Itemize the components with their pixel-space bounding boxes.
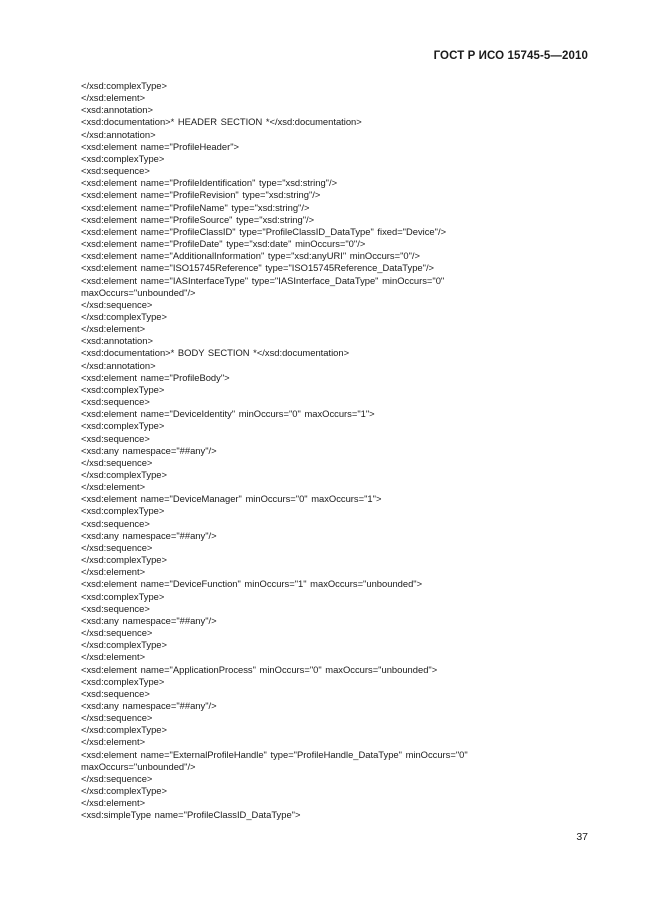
code-line: <xsd:element name="DeviceManager" minOccurs="0" maxOccurs="1"> bbox=[81, 493, 382, 505]
code-line: <xsd:element name="IASInterfaceType" type="IASInterface_DataType" minOccurs="0" bbox=[81, 274, 445, 286]
code-line: <xsd:sequence> bbox=[81, 687, 150, 699]
code-line: <xsd:documentation>* BODY SECTION *</xsd:documentation> bbox=[81, 347, 350, 359]
code-line: </xsd:sequence> bbox=[81, 541, 153, 553]
code-line: </xsd:element> bbox=[81, 481, 146, 493]
code-line: <xsd:complexType> bbox=[81, 675, 165, 687]
code-line: </xsd:complexType> bbox=[81, 80, 167, 91]
code-line: <xsd:annotation> bbox=[81, 104, 153, 116]
code-line: </xsd:sequence> bbox=[81, 772, 153, 784]
code-line: </xsd:complexType> bbox=[81, 469, 167, 480]
code-line: <xsd:element name="ProfileIdentification" type="xsd:string"/> bbox=[81, 177, 338, 189]
code-line: <xsd:element name="ExternalProfileHandle" type="ProfileHandle_DataType" minOccurs="0" bbox=[81, 748, 468, 760]
code-line: <xsd:element name="DeviceFunction" minOccurs="1" maxOccurs="unbounded"> bbox=[81, 578, 423, 590]
code-line: <xsd:sequence> bbox=[81, 602, 150, 614]
code-line: </xsd:element> bbox=[81, 323, 146, 335]
code-line: <xsd:any namespace="##any"/> bbox=[81, 614, 217, 626]
code-line: <xsd:documentation>* HEADER SECTION *</xsd:documentation> bbox=[81, 116, 362, 128]
code-line: <xsd:any namespace="##any"/> bbox=[81, 529, 217, 541]
code-line: </xsd:element> bbox=[81, 566, 146, 578]
code-line: <xsd:sequence> bbox=[81, 165, 150, 177]
code-line: <xsd:complexType> bbox=[81, 505, 165, 517]
code-line: </xsd:element> bbox=[81, 92, 146, 104]
code-line: maxOccurs="unbounded"/> bbox=[81, 286, 196, 298]
code-line: <xsd:simpleType name="ProfileClassID_DataType"> bbox=[81, 809, 301, 821]
code-line: <xsd:element name="ProfileRevision" type="xsd:string"/> bbox=[81, 189, 321, 201]
code-line: <xsd:element name="ProfileName" type="xsd:string"/> bbox=[81, 201, 310, 213]
page-number: 37 bbox=[576, 831, 588, 843]
code-line: <xsd:complexType> bbox=[81, 152, 165, 164]
code-line: <xsd:complexType> bbox=[81, 420, 165, 432]
code-line: </xsd:complexType> bbox=[81, 310, 167, 322]
code-line: <xsd:element name="ISO15745Reference" type="ISO15745Reference_DataType"/> bbox=[81, 262, 435, 274]
code-line: <xsd:annotation> bbox=[81, 335, 153, 347]
code-line: </xsd:complexType> bbox=[81, 724, 167, 736]
code-line: <xsd:any namespace="##any"/> bbox=[81, 444, 217, 456]
code-line: maxOccurs="unbounded"/> bbox=[81, 760, 196, 772]
code-line: </xsd:sequence> bbox=[81, 298, 153, 310]
code-line: <xsd:sequence> bbox=[81, 396, 150, 408]
code-line: </xsd:sequence> bbox=[81, 627, 153, 639]
code-line: <xsd:complexType> bbox=[81, 383, 165, 395]
code-line: <xsd:element name="AdditionalInformation" type="xsd:anyURI" minOccurs="0"/> bbox=[81, 250, 421, 262]
code-line: <xsd:element name="ProfileClassID" type="ProfileClassID_DataType" fixed="Device"/> bbox=[81, 225, 447, 237]
code-line: <xsd:element name="ProfileBody"> bbox=[81, 371, 230, 383]
code-line: <xsd:element name="ProfileDate" type="xsd:date" minOccurs="0"/> bbox=[81, 238, 366, 250]
standard-header: ГОСТ Р ИСО 15745-5—2010 bbox=[433, 50, 588, 62]
code-line: <xsd:complexType> bbox=[81, 590, 165, 602]
code-line: </xsd:sequence> bbox=[81, 712, 153, 724]
code-line: <xsd:element name="ProfileHeader"> bbox=[81, 140, 240, 152]
code-line: <xsd:sequence> bbox=[81, 432, 150, 444]
code-line: </xsd:element> bbox=[81, 797, 146, 809]
xsd-code-block bbox=[81, 80, 581, 822]
code-line: <xsd:element name="ApplicationProcess" minOccurs="0" maxOccurs="unbounded"> bbox=[81, 663, 438, 675]
code-line: </xsd:annotation> bbox=[81, 128, 156, 140]
code-line: <xsd:element name="DeviceIdentity" minOccurs="0" maxOccurs="1"> bbox=[81, 408, 375, 420]
code-line: <xsd:any namespace="##any"/> bbox=[81, 699, 217, 711]
code-line: </xsd:annotation> bbox=[81, 359, 156, 371]
code-line: </xsd:complexType> bbox=[81, 554, 167, 566]
code-line: <xsd:sequence> bbox=[81, 517, 150, 529]
code-line: <xsd:element name="ProfileSource" type="xsd:string"/> bbox=[81, 213, 315, 225]
code-line: </xsd:element> bbox=[81, 651, 146, 663]
code-line: </xsd:sequence> bbox=[81, 456, 153, 468]
code-line: </xsd:element> bbox=[81, 736, 146, 748]
code-line: </xsd:complexType> bbox=[81, 639, 167, 651]
code-line: </xsd:complexType> bbox=[81, 785, 167, 797]
